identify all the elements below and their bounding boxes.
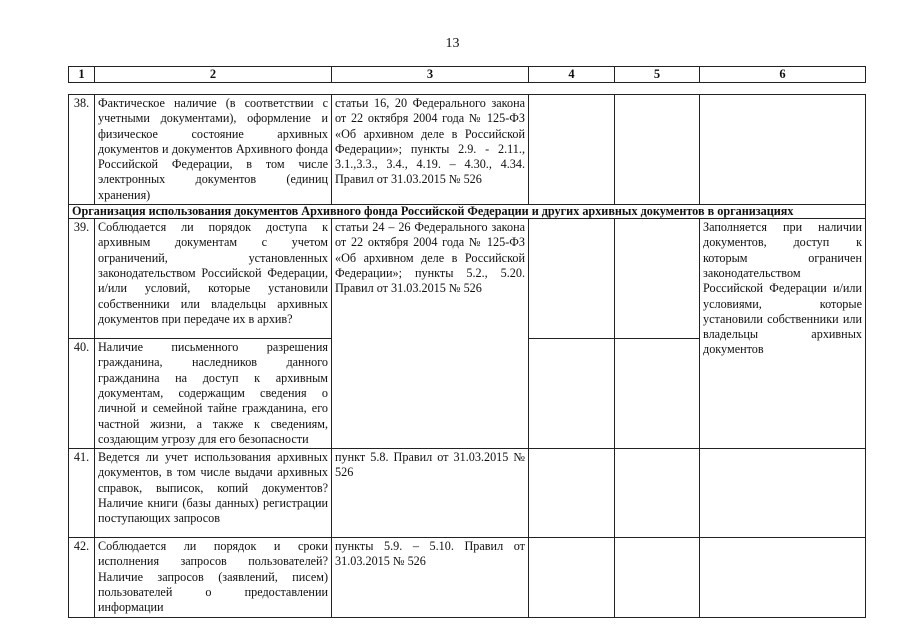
row-number: 41.	[69, 449, 95, 538]
section-header-row	[69, 205, 866, 219]
empty-cell	[700, 449, 866, 538]
col-header-6: 6	[700, 67, 866, 83]
empty-cell	[529, 95, 615, 205]
empty-cell	[700, 95, 866, 205]
empty-cell	[615, 538, 700, 617]
section-title: Организация использования документов Архивного фонда Российской Федерации и других архивных документов в организациях	[69, 205, 866, 219]
question-cell: Соблюдается ли порядок и сроки исполнения запросов пользователей? Наличие запросов (заявлений, писем) пользователей о предоставлении информации	[95, 538, 332, 617]
legal-basis-cell: пункт 5.8. Правил от 31.03.2015 № 526	[332, 449, 529, 538]
question-cell: Наличие письменного разрешения гражданина, наследников данного гражданина на доступ к архивным документам, содержащим сведения о личной и семейной тайне гражданина, его частной жизни, а также к сведениям, создающим угрозу для его безопасности	[95, 339, 332, 449]
row-number: 39.	[69, 219, 95, 339]
empty-cell	[615, 219, 700, 339]
table-row	[69, 449, 866, 538]
question-cell: Соблюдается ли порядок доступа к архивным документам с учетом ограничений, установленных законодательством Российской Федерации, и/или условий, которые установили собственники или владельцы архивных документов при передаче их в архив?	[95, 219, 332, 339]
row-number: 38.	[69, 95, 95, 205]
col-header-4: 4	[529, 67, 615, 83]
col-header-1: 1	[69, 67, 95, 83]
empty-cell	[529, 449, 615, 538]
empty-cell	[529, 219, 615, 339]
row-number: 42.	[69, 538, 95, 617]
legal-basis-cell: пункты 5.9. – 5.10. Правил от 31.03.2015 № 526	[332, 538, 529, 617]
col-header-3: 3	[332, 67, 529, 83]
empty-cell	[529, 538, 615, 617]
empty-cell	[615, 95, 700, 205]
note-cell: Заполняется при наличии документов, доступ к которым ограничен законодательством Российской Федерации и/или условиями, которые установили собственники или владельцы архивных документов	[700, 219, 866, 449]
col-header-2: 2	[95, 67, 332, 83]
checklist-table	[68, 94, 866, 618]
table-row	[69, 219, 866, 339]
row-number: 40.	[69, 339, 95, 449]
page-number: 13	[445, 36, 460, 51]
table-row	[69, 538, 866, 617]
question-cell: Ведется ли учет использования архивных документов, в том числе выдачи архивных справок, выписок, копий документов? Наличие книги (базы данных) регистрации поступающих запросов	[95, 449, 332, 538]
legal-basis-cell: статьи 16, 20 Федерального закона от 22 октября 2004 года № 125-ФЗ «Об архивном деле в Российской Федерации»; пункты 2.9. - 2.11., 3.1.,3.3., 3.4., 4.19. – 4.30., 4.34. Правил от 31.03.2015 № 526	[332, 95, 529, 205]
empty-cell	[700, 538, 866, 617]
col-header-5: 5	[615, 67, 700, 83]
table-row	[69, 95, 866, 205]
question-cell: Фактическое наличие (в соответствии с учетными документами), оформление и физическое состояние архивных документов и документов Архивного фонда Российской Федерации, в том числе электронных документов (единиц хранения)	[95, 95, 332, 205]
empty-cell	[529, 339, 615, 449]
empty-cell	[615, 449, 700, 538]
empty-cell	[615, 339, 700, 449]
column-header-row	[69, 67, 866, 83]
column-header-table	[68, 66, 866, 83]
legal-basis-cell: статьи 24 – 26 Федерального закона от 22 октября 2004 года № 125-ФЗ «Об архивном деле в Российской Федерации»; пункты 5.2., 5.20. Правил от 31.03.2015 № 526	[332, 219, 529, 449]
